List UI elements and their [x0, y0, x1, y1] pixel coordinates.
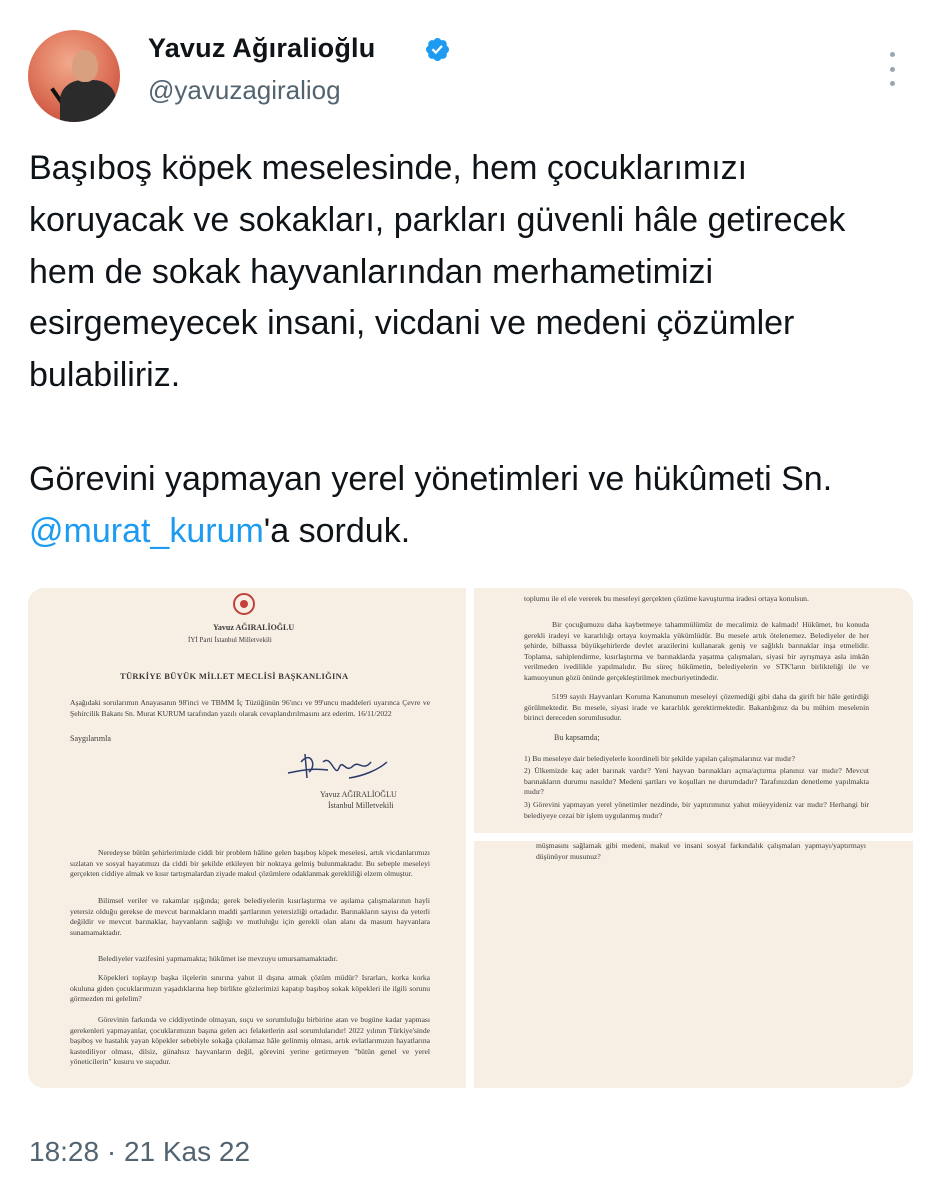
- document-image-3[interactable]: [474, 841, 913, 1088]
- doc2-paragraph-2: Bir çocuğumuzu daha kaybetmeye tahammülümüz de mecalimiz de kalmadı! Hükûmet, bu konuda gerekli iradeyi ve kararlılığı ortaya koymakla yükümlüdür. Bu mesele artık ötelenemez. Belediyeler de her şehirde, bilhassa büyükşehirlerde devlet arazilerini kullanarak geniş ve sağlıklı barınaklar inşa etmelidir. Toplama, sahiplendirme, kısırlaştırma ve barınaklarda yaşatma çalışmaları, siyasi bir ayrışmaya asla imkân verilmeden ivedilikle yapılmalıdır. Bu süreç hükûmetin, belediyelerin ve STK'ların birlikteliği ile ve kamuoyunun gözü önünde gerçekleştirilmek mecburiyetindedir.: [524, 620, 869, 682]
- doc-signature-title: İstanbul Milletvekili: [328, 801, 394, 810]
- doc3-paragraph-1: müşmasını sağlamak gibi medeni, makul ve insani sosyal farkındalık çalışmaları yapmayı/yaptırmayı düşünüyor musunuz?: [536, 841, 866, 861]
- tweet-media-grid[interactable]: [28, 588, 913, 1088]
- document-image-1[interactable]: [28, 588, 466, 1088]
- doc-signature-name: Yavuz AĞIRALİOĞLU: [320, 790, 397, 799]
- document-image-2[interactable]: [474, 588, 913, 833]
- tweet-text-end: 'a sorduk.: [263, 511, 411, 550]
- mention-link[interactable]: @murat_kurum: [29, 511, 264, 550]
- author-avatar[interactable]: [28, 30, 120, 122]
- more-options-icon[interactable]: [880, 52, 904, 86]
- doc2-question-3: 3) Görevini yapmayan yerel yönetimler nezdinde, bir yaptırımınız yahut müeyyideniz var mıdır? Herhangi bir belediyeye cezai bir işlem uygulanmış mıdır?: [524, 800, 869, 820]
- more-dot: [890, 81, 895, 86]
- doc-closing: Saygılarımla: [70, 734, 111, 743]
- doc-sender-name: Yavuz AĞIRALİOĞLU: [213, 623, 295, 632]
- doc-sender-title: İYİ Parti İstanbul Milletvekili: [188, 636, 272, 644]
- doc-paragraph-1: Neredeyse bütün şehirlerimizde ciddi bir problem hâline gelen başıboş köpek meselesi, artık vicdanlarımızı sızlatan ve sosyal hayatımızı da ciddi bir şekilde etkileyen bir noktaya gelmiş bulunmaktadır. Bu sebeple meseleyi gerçekten ciddiye almak ve kısır tartışmalardan ziyade makul çözümlere odaklanmak gerekliliği elzem olmuştur.: [70, 848, 430, 879]
- verified-badge-icon: [424, 36, 451, 63]
- tweet-text-main: Başıboş köpek meselesinde, hem çocuklarımızı koruyacak ve sokakları, parkları güvenli hâle getirecek hem de sokak hayvanlarından merhametimizi esirgemeyecek insani, vicdani ve medeni çözümler bulabiliriz. Görevini yapmayan yerel yönetimleri ve hükûmeti Sn.: [29, 149, 846, 498]
- doc2-scope-label: Bu kapsamda;: [554, 733, 600, 742]
- author-display-name[interactable]: Yavuz Ağıralioğlu: [148, 33, 376, 63]
- tweet-timestamp[interactable]: 18:28 · 21 Kas 22: [29, 1136, 251, 1167]
- doc-intro: Aşağıdaki sorularımın Anayasanın 98'inci ve TBMM İç Tüzüğünün 96'ıncı ve 99'uncu maddeleri uyarınca Çevre ve Şehircilik Bakanı Sn. Murat KURUM tarafından yazılı olarak cevaplandırılmasını arz ederim. 16/11/2022: [70, 698, 430, 718]
- more-dot: [890, 52, 895, 57]
- doc2-paragraph-1: toplumu ile el ele vererek bu meseleyi gerçekten çözüme kavuşturma iradesi ortaya konulsun.: [524, 594, 809, 603]
- handwritten-signature: [283, 748, 393, 788]
- avatar-body: [60, 80, 116, 122]
- doc2-question-2: 2) Ülkemizde kaç adet barınak vardır? Yeni hayvan barınakları açma/açtırma planınız var mıdır? Mevcut barınakların durumu nasıldır? Medeni şartları ve koşulları ne durumdadır? Tarafınızdan denetleme yapılmakta mıdır?: [524, 766, 869, 797]
- doc2-paragraph-3: 5199 sayılı Hayvanları Koruma Kanununun meseleyi çözemediği gibi daha da girift bir hâle getirdiği görülmektedir. Bu mesele, siyasi irade ve kararlılık gerektirmektedir. Bakanlığınız da bu mühim meselenin birinci dereceden sorumlusudur.: [524, 692, 869, 723]
- doc-heading: TÜRKİYE BÜYÜK MİLLET MECLİSİ BAŞKANLIĞINA: [120, 671, 349, 681]
- doc-paragraph-4: Köpekleri toplayıp başka ilçelerin sınırına yahut il dışına atmak çözüm müdür? Israrları, korka korka okuluna giden çocuklarımızın yaşadıklarına hep birlikte gözlerimizi kapatıp başıboş sokak köpekleri ile ilgili sorunu görmezden mi gelelim?: [70, 973, 430, 1004]
- author-handle[interactable]: @yavuzagiraliog: [148, 75, 341, 105]
- doc-paragraph-5: Görevinin farkında ve ciddiyetinde olmayan, suçu ve sorumluluğu birbirine atan ve bugüne kadar yapması gerekenleri yapmayanlar, çocuklarımızın başına gelen acı felaketlerin asıl sorumlularıdır! 2022 yılının Türkiye'sinde başıboş ve hastalık yayan köpekler sebebiyle sokağa çıkılamaz hâle gelinmiş olması, artık evlatlarımızın hayatlarına kastediliyor olması, dilsiz, günahsız hayvanların değil, görevini yerine getirmeyen "bütün genel ve yerel yöneticilerin" kusuru ve suçudur.: [70, 1015, 430, 1067]
- doc-paragraph-2: Bilimsel veriler ve rakamlar ışığında; gerek belediyelerin kısırlaştırma ve aşılama çalışmalarının hayli yetersiz olduğu gerekse de mevcut barınakların maddi şartlarının yetersizliği ortadadır. Barınakların sayısı da yeterli değildir ve mevcut barınaklar, hayvanların sağlığı ve mutluluğu için gerekli olan alanı da masum hayvanlara sunamamaktadır.: [70, 896, 430, 937]
- more-dot: [890, 67, 895, 72]
- doc-paragraph-3: Belediyeler vazifesini yapmamakta; hükûmet ise mevzuyu umursamamaktadır.: [98, 954, 338, 963]
- tbmm-seal-icon: [233, 593, 255, 615]
- avatar-head: [72, 50, 98, 82]
- doc2-question-1: 1) Bu meseleye dair belediyelerle koordineli bir şekilde yapılan çalışmalarınız var mıdır?: [524, 754, 795, 763]
- tweet-text: [29, 143, 909, 557]
